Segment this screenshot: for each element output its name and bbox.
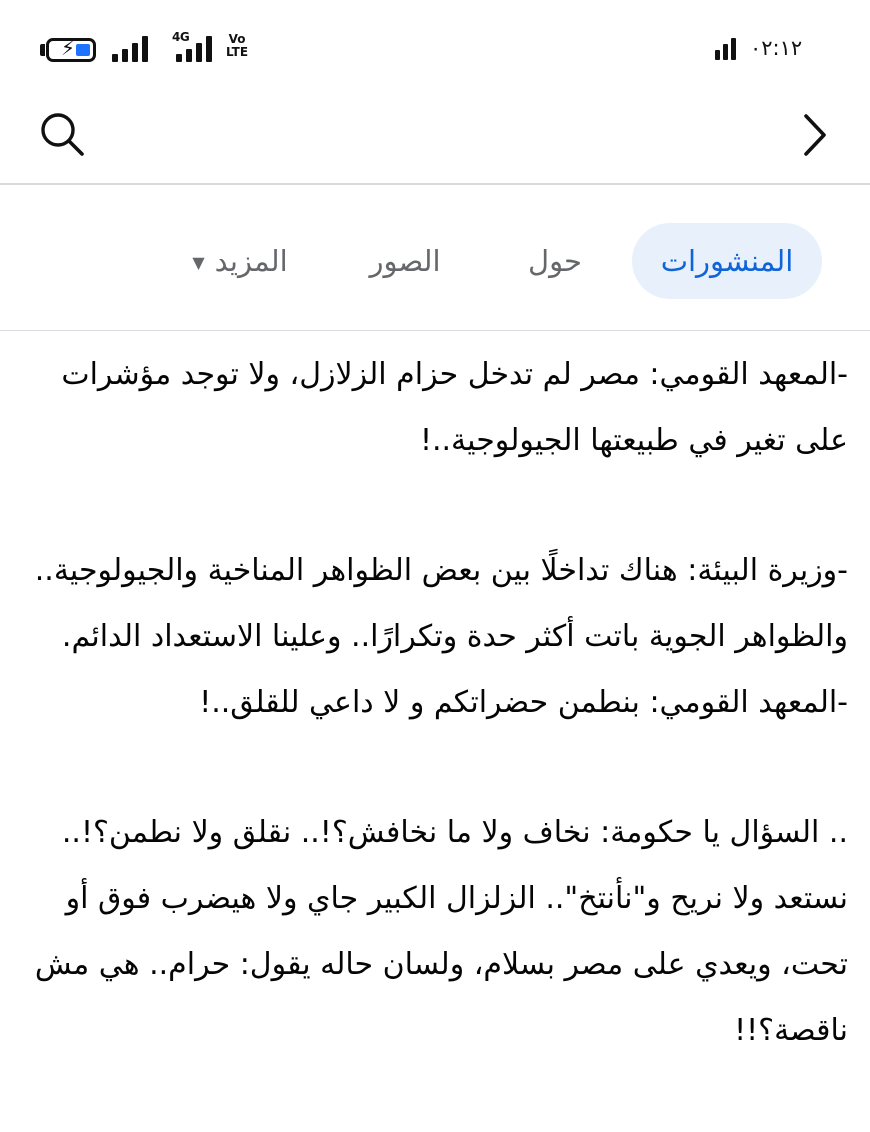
tab-posts[interactable]: المنشورات xyxy=(632,223,822,299)
battery-charging-icon: ⚡ xyxy=(46,38,96,62)
battery-cap xyxy=(40,44,45,56)
post-paragraph: .. السؤال يا حكومة: نخاف ولا ما نخافش؟!.. نقلق ولا نطمن؟!.. نستعد ولا نريح و"نأنتخ".. الزلزال الكبير جاي ولا هيضرب فوق أو تحت، ويعدي على مصر بسلام، ولسان حاله يقول: حرام.. هي مش ناقصة؟!! xyxy=(34,815,848,1048)
status-time: ٠٢:١٢ xyxy=(750,36,803,60)
tab-photos[interactable]: الصور xyxy=(369,244,441,278)
profile-tabs xyxy=(0,185,870,330)
signal-icon xyxy=(112,36,148,62)
tabs-divider xyxy=(0,330,870,331)
tab-about[interactable]: حول xyxy=(528,244,582,278)
signal-small-icon xyxy=(715,38,736,60)
post-paragraph: -المعهد القومي: مصر لم تدخل حزام الزلازل، ولا توجد مؤشرات على تغير في طبيعتها الجيولوجية..! xyxy=(61,357,848,458)
post-paragraph: -المعهد القومي: بنطمن حضراتكم و لا داعي للقلق..! xyxy=(199,685,848,720)
signal-4g-icon xyxy=(176,36,212,62)
volte-line-2: LTE xyxy=(226,45,249,59)
post-paragraph: -وزيرة البيئة: هناك تداخلًا بين بعض الظواهر المناخية والجيولوجية.. والظواهر الجوية باتت أكثر حدة وتكرارًا.. وعلينا الاستعداد الدائم. xyxy=(34,553,848,654)
top-app-bar xyxy=(0,90,870,184)
post-body xyxy=(18,342,848,1064)
tab-more-label: المزيد xyxy=(214,244,288,278)
status-bar xyxy=(0,0,870,90)
search-icon[interactable] xyxy=(38,110,88,160)
tab-more[interactable] xyxy=(165,223,315,299)
chevron-right-icon[interactable] xyxy=(796,110,836,160)
caret-down-icon: ▼ xyxy=(192,253,205,272)
network-type-label: 4G xyxy=(172,30,190,44)
volte-icon xyxy=(226,33,248,59)
volte-line-1: Vo xyxy=(228,32,246,46)
